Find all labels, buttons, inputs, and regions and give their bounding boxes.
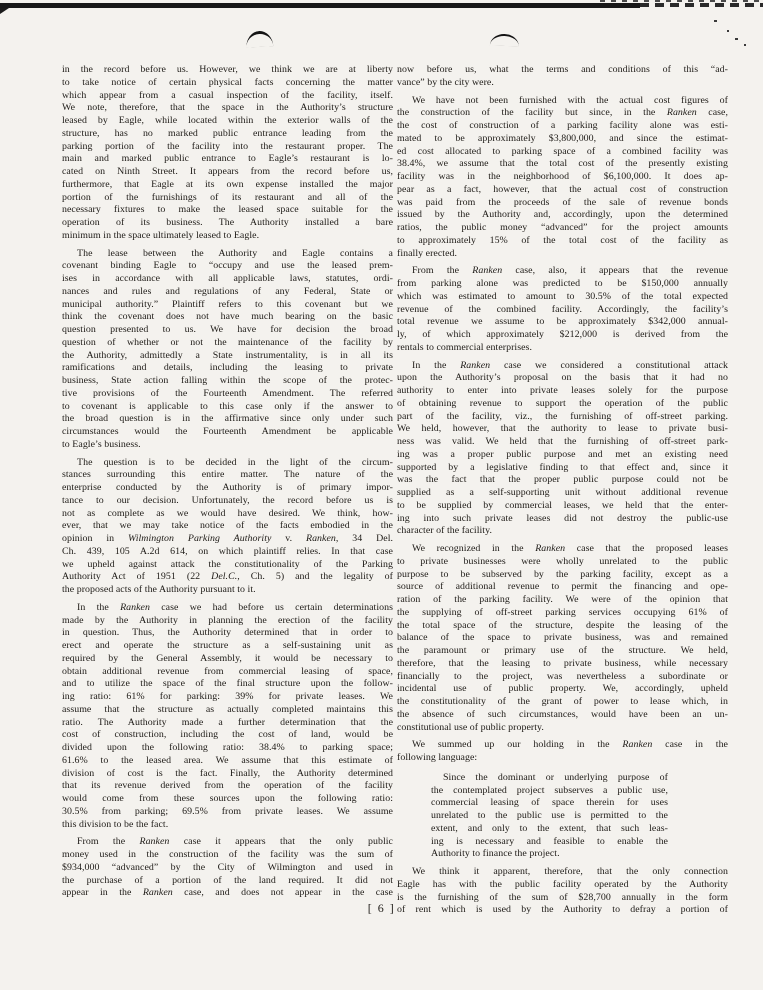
text-line: portion of the furnishings of its restaurant and all of the <box>62 191 393 203</box>
text-line: we upheld against attack the constitutionality of the Parking <box>62 558 393 570</box>
text-line: character of the facility. <box>397 525 492 537</box>
text-line: unrelated to the public use is permitted to the <box>431 810 668 821</box>
text-line: ing into such private leases did not destroy the public-use <box>397 512 728 524</box>
text-line: think the covenant does not have much bearing on the basic <box>62 311 393 323</box>
text-line: We note, therefore, that the space in the Authority’s structure <box>62 102 393 114</box>
scan-artifact-top-band-dashed <box>640 3 763 7</box>
case-name-italic: Ranken <box>460 359 491 371</box>
text-line: pear as a fact, however, that the actual cost of construction <box>397 183 728 195</box>
text-line: to private businesses were wholly unrelated to the public <box>397 555 728 567</box>
text-line: the contemplated project subserves a public use, <box>431 784 668 796</box>
text-line: 38.4%, we assume that the total cost of the presently existing <box>397 158 728 170</box>
text-column-right <box>397 64 728 917</box>
text-line: assume that the structure as actually completed maintains this <box>62 703 393 715</box>
text-line: stances surrounding this entire matter. The nature of the <box>62 469 393 481</box>
text-line: furthermore, that Eagle at its own expense installed the major <box>62 178 393 190</box>
text-line: In the Ranken case we considered a constitutional attack <box>412 359 728 371</box>
text-line: We think it apparent, therefore, that the only connection <box>412 866 728 877</box>
text-line: the absence of such circumstances, would have been an un- <box>397 708 728 720</box>
page-number: [ 6 ] <box>367 901 396 915</box>
text-line: from parking alone was predicted to be $150,000 annually <box>397 278 728 289</box>
text-line: nances and rules and regulations of any Federal, State or <box>62 285 393 297</box>
paragraph <box>62 248 393 452</box>
text-line: to Eagle’s business. <box>62 438 141 450</box>
paragraph <box>62 457 393 597</box>
text-line: of obtaining revenue to support the operation of the public <box>397 397 728 409</box>
text-line: structure, has no marked public entrance leading from the <box>62 127 393 139</box>
text-line: of rent which is used by the Authority to defray a portion of <box>397 904 728 916</box>
paragraph <box>397 360 728 539</box>
text-line: We have not been furnished with the actual cost figures of <box>412 94 728 106</box>
case-name-italic: Ranken <box>666 107 697 119</box>
case-name-italic: Ranken <box>535 543 566 554</box>
paragraph <box>62 64 393 243</box>
text-line: operation of its business. The Authority installed a bare <box>62 217 393 228</box>
text-line: authority to enter into private leases solely for the purpose <box>397 385 728 396</box>
text-line: now before us, what the terms and conditions of this “ad- <box>397 64 728 75</box>
text-line: cated on Ninth Street. It appears from the record before us, <box>62 166 393 177</box>
text-line: therefore, that the leasing to private business, while necessary <box>397 657 728 669</box>
text-line: following language: <box>397 752 478 763</box>
text-line: purpose to be subserved by the parking facility, except as a <box>397 568 728 580</box>
scan-speck <box>735 38 738 40</box>
paragraph <box>397 543 728 734</box>
case-name-italic: Ranken <box>305 533 336 544</box>
text-line: was paid from the proceeds of the sale of revenue bonds <box>397 196 728 208</box>
text-line: ises in accordance with all applicable laws, statutes, ordi- <box>62 273 393 284</box>
text-line: The lease between the Authority and Eagle contains a <box>77 247 393 259</box>
text-line: opinion in Wilmington Parking Authority v. Ranken, 34 Del. <box>62 533 394 544</box>
text-line: this division to be the fact. <box>62 818 169 830</box>
text-line: vance” by the city were. <box>397 76 494 88</box>
case-name-italic: Wilmington Parking Authority <box>127 533 272 544</box>
text-line: ing ratio: 61% for parking: 39% for private leases. We <box>62 691 393 702</box>
text-line: Authority Act of 1951 (22 Del.C., Ch. 5) and the legality of <box>62 571 393 583</box>
text-line: covenant binding Eagle to “occupy and use the leased prem- <box>62 260 393 272</box>
text-line: ration of the parking facility. We were of the opinion that <box>397 594 728 605</box>
text-line: cost of construction, including the cost of land, would be <box>62 729 393 741</box>
blockquote <box>431 772 668 861</box>
text-line: facility was in the neighborhood of $6,100,000. It does ap- <box>397 171 728 182</box>
text-line: ratios, the public money “advanced” for the project amounts <box>397 222 728 233</box>
case-name-italic: Ranken <box>622 739 653 751</box>
text-line: the broad question is in the affirmative since only under such <box>62 413 393 425</box>
text-line: erect and operate the structure as a self-sustaining unit as <box>62 640 393 651</box>
text-line: issued by the Authority and, accordingly, upon the determined <box>397 209 728 221</box>
text-line: extent, and only to the extent, that such leas- <box>431 822 668 834</box>
text-line: which appear from a casual inspection of the facility, itself. <box>62 89 393 101</box>
text-line: that its revenue derived from the operation of the facility <box>62 780 393 792</box>
text-line: the purchase of a portion of the land required. It did not <box>62 874 393 886</box>
text-line: the proposed acts of the Authority pursuant to it. <box>62 584 256 595</box>
text-line: appear in the Ranken case, and does not appear in the case <box>62 887 393 899</box>
text-line: made by the Authority in planning the erection of the facility <box>62 614 393 626</box>
text-line: ramifications and details, including the leasing to private <box>62 362 393 374</box>
case-name-italic: Del.C. <box>211 571 238 583</box>
text-line: not as complete as we would have desired. We think, how- <box>62 507 393 519</box>
text-line: We summed up our holding in the Ranken case in the <box>412 739 728 751</box>
text-line: question presented to us. We have for decision the broad <box>62 324 393 335</box>
text-line: question of whether or not the maintenance of the facility by <box>62 336 393 348</box>
text-line: division of cost is the fact. Finally, the Authority determined <box>62 767 393 779</box>
text-line: rentals to commercial enterprises. <box>397 341 532 353</box>
text-line: revenue of the combined facility. Accordingly, the facility’s <box>397 303 728 315</box>
pen-mark-arc-2 <box>490 33 519 46</box>
text-line: the total space of the structure, despite the leasing of the <box>397 619 728 631</box>
paragraph <box>62 602 393 832</box>
text-line: Since the dominant or underlying purpose of <box>443 771 668 783</box>
text-line: The question is to be decided in the light of the circum- <box>77 456 393 468</box>
text-line: incidental use of public property. We, accordingly, upheld <box>397 683 728 695</box>
scan-artifact-top-dots <box>600 0 763 2</box>
text-line: required by the General Assembly, it would be necessary to <box>62 652 393 664</box>
text-line: the supplying of off-street parking services occupying 61% of <box>397 606 728 618</box>
text-line: finally erected. <box>397 247 458 259</box>
case-name-italic: Ranken <box>139 836 170 848</box>
text-line: business, State action falling within the scope of the protec- <box>62 375 393 386</box>
text-line: In the Ranken case we had before us certain determinations <box>77 601 394 613</box>
text-line: ing was a proper public purpose and met an existing need <box>397 448 728 460</box>
scan-speck <box>714 20 717 22</box>
text-line: $934,000 “advanced” by the City of Wilmington and used in <box>62 861 393 873</box>
text-line: and to utilize the space of the final structure upon the follow- <box>62 678 393 690</box>
scan-artifact-corner-wedge <box>0 8 9 14</box>
text-line: was the fact that the proper public purpose could not be <box>397 474 728 486</box>
text-line: upon the Authority’s proposal on the basis that it had no <box>397 372 728 384</box>
scan-artifact-top-band <box>0 3 640 8</box>
paragraph <box>62 836 393 900</box>
text-line: to approximately 15% of the total cost of the facility as <box>397 234 728 246</box>
pen-mark-arc-1 <box>246 30 274 47</box>
text-line: ever, that we may take notice of the facts embodied in the <box>62 520 393 532</box>
paragraph <box>397 95 728 261</box>
text-line: constitutional use of public property. <box>397 721 544 733</box>
text-line: Authority to finance the project. <box>431 848 560 860</box>
text-line: Ch. 439, 105 A.2d 614, on which plaintiff relies. In that case <box>62 545 393 557</box>
case-name-italic: Ranken <box>472 265 503 277</box>
text-line: minimum in the space ultimately leased to Eagle. <box>62 229 260 241</box>
text-line: supported by a legislative finding to that effect and, since it <box>397 461 728 473</box>
text-line: main and marked public entrance to Eagle’s restaurant is lo- <box>62 153 393 165</box>
text-line: financially to the project, was nevertheless a subordinate or <box>397 670 728 682</box>
text-line: obtain additional revenue from commercial leasing of space, <box>62 665 393 677</box>
text-line: part of the facility, viz., the furnishing of off-street parking. <box>397 410 728 422</box>
text-line: leased by Eagle, while located within the exterior walls of the <box>62 115 393 126</box>
text-line: the cost of construction of a parking facility alone was esti- <box>397 120 728 131</box>
text-line: in question. Thus, the Authority determined that in order to <box>62 627 393 639</box>
text-line: the construction of the facility but since, in the Ranken case, <box>397 107 728 119</box>
text-line: supplied as a self-supporting unit without additional revenue <box>397 487 728 498</box>
text-line: enterprise conducted by the Authority is of primary impor- <box>62 482 393 493</box>
text-line: circumstances would the Fourteenth Amendment be applicable <box>62 426 393 437</box>
text-line: the Authority, admittedly a State instrumentality, is in all its <box>62 349 393 361</box>
text-line: From the Ranken case it appears that the only public <box>77 836 393 848</box>
text-column-left <box>62 64 393 900</box>
text-line: Eagle has with the public facility operated by the Authority <box>397 878 728 890</box>
text-line: source of additional revenue to permit the financing and ope- <box>397 581 728 593</box>
text-line: is the furnishing of the sum of $28,700 annually in the form <box>397 891 728 903</box>
text-line: the paramount or primary use of the structure. We held, <box>397 645 728 656</box>
text-line: ing is necessary and feasible to enable the <box>431 835 668 847</box>
scan-speck <box>727 30 729 32</box>
paragraph <box>397 739 728 765</box>
text-line: necessary fixtures to make the leased space suitable for the <box>62 204 393 216</box>
text-line: would come from these sources upon the following ratio: <box>62 793 393 804</box>
text-line: commercial leasing of space therein for uses <box>431 797 668 809</box>
text-line: 61.6% to the leased area. We assume that this estimate of <box>62 754 393 766</box>
text-line: to covenant is applicable to this case only if the answer to <box>62 400 393 412</box>
text-line: the constitutionality of the grant of power to lease which, in <box>397 696 728 707</box>
text-line: in the record before us. However, we think we are at liberty <box>62 64 393 75</box>
case-name-italic: Ranken <box>120 601 150 613</box>
text-line: mated to be approximately $3,800,000, and since the estimat- <box>397 132 728 144</box>
text-line: We held, however, that the authority to lease to private busi- <box>397 423 728 435</box>
text-line: divided upon the following ratio: 38.4% to parking space; <box>62 742 393 753</box>
text-line: 30.5% from parking; 69.5% from private leases. We assume <box>62 805 393 817</box>
text-line: total revenue we assume to be approximately $342,000 annual- <box>397 316 728 328</box>
paragraph <box>397 64 728 90</box>
text-line: balance of the space to private business, was and remained <box>397 632 728 644</box>
text-line: to take notice of certain physical facts concerning the matter <box>62 76 393 88</box>
text-line: money used in the construction of the facility was the sum of <box>62 849 393 860</box>
text-line: From the Ranken case, also, it appears that the revenue <box>412 265 728 277</box>
text-line: ed cost allocated to parking space of a combined facility was <box>397 145 728 157</box>
text-line: which was estimated to amount to 30.5% of the total expected <box>397 290 728 302</box>
text-line: parking portion of the facility into the restaurant proper. The <box>62 140 393 152</box>
text-line: tive provisions of the Fourteenth Amendment. The referred <box>62 387 393 399</box>
text-line: We recognized in the Ranken case that the proposed leases <box>412 543 728 554</box>
text-line: tance to our decision. Unfortunately, the record before us is <box>62 494 393 506</box>
case-name-italic: Ranken <box>142 887 173 899</box>
text-line: ness was valid. We held that the furnishing of off-street park- <box>397 436 728 447</box>
paragraph <box>397 265 728 354</box>
text-line: ratio. The Authority made a further determination that the <box>62 716 393 728</box>
text-line: municipal authority.” Plaintiff refers to this covenant but we <box>62 298 393 310</box>
text-line: ly, of which approximately $212,000 is derived from the <box>397 329 728 340</box>
text-line: to be supplied by commercial leases, we held that the enter- <box>397 499 728 511</box>
scan-speck <box>744 44 746 46</box>
